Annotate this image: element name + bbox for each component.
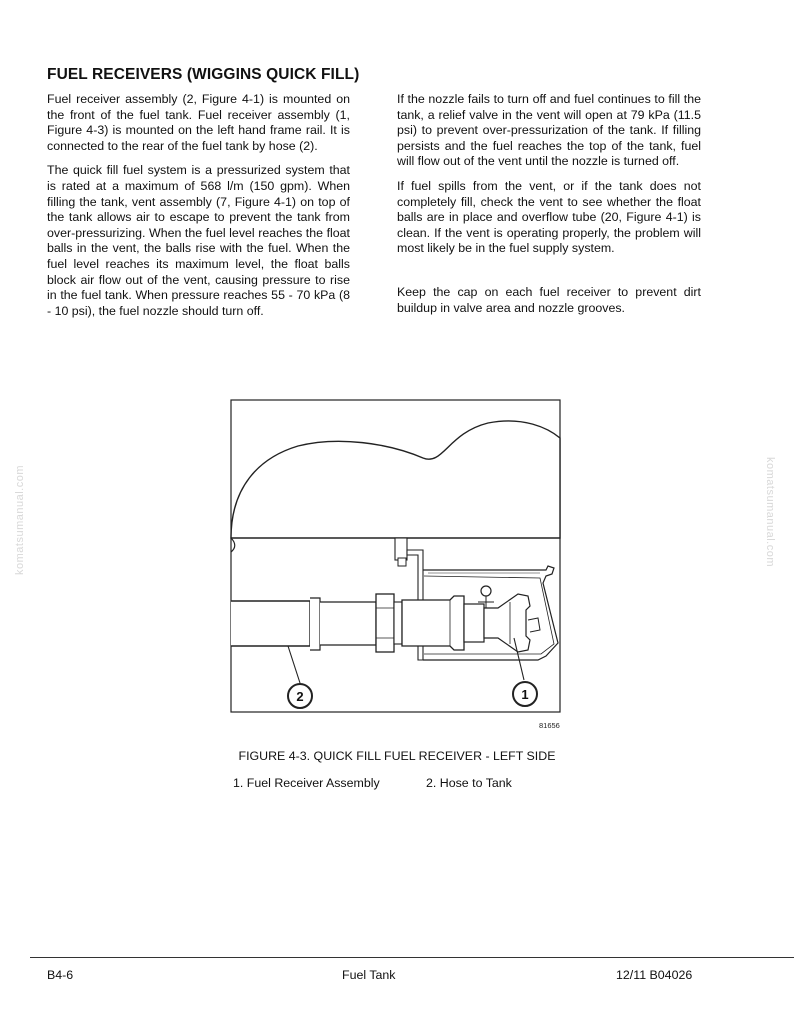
paragraph: The quick fill fuel system is a pressurized system that is rated at a maximum of 568 l/m (150 gpm). When filling the tank, vent assembly (7, Figure 4-1) on top of the tank allows air to escape to prevent the tank from over-pressurizing. When the fuel level reaches the float balls in the vent, the balls rise with the fuel. When the fuel level reaches its maximum level, the float balls block air flow out of the vent, causing pressure to rise in the fuel tank. When pressure reaches 55 - 70 kPa (8 - 10 psi), the fuel nozzle should turn off. xyxy=(47,163,350,318)
receiver-body xyxy=(402,596,464,650)
footer-rule xyxy=(30,957,794,958)
paragraph: If fuel spills from the vent, or if the tank does not completely fill, check the vent to see whether the float balls are in place and overflow tube (20, Figure 4-1) is clean. If the vent is operating properly, the problem will most likely be in the fuel supply system. xyxy=(397,178,701,256)
right-column xyxy=(397,92,701,325)
footer-section: Fuel Tank xyxy=(342,968,396,982)
hex-nut xyxy=(376,594,394,652)
watermark-right: komatsumanual.com xyxy=(764,457,776,567)
watermark-left: komatsumanual.com xyxy=(14,465,26,575)
fuel-tank xyxy=(231,421,560,538)
fuel-receiver-illustration xyxy=(228,398,563,718)
legend-item: 1. Fuel Receiver Assembly xyxy=(233,776,380,790)
callout-1-label: 1 xyxy=(521,687,529,702)
paragraph: Fuel receiver assembly (2, Figure 4-1) is mounted on the front of the fuel tank. Fuel receiver assembly (1, Figure 4-3) is mounted on the left hand frame rail. It is connected to the rear of the fuel tank by hose (2). xyxy=(47,92,350,153)
figure-caption: FIGURE 4-3. QUICK FILL FUEL RECEIVER - LEFT SIDE xyxy=(238,749,556,763)
hose xyxy=(231,601,310,646)
cap-ring xyxy=(481,586,491,596)
legend-item: 2. Hose to Tank xyxy=(426,776,512,790)
footer-page-number: B4-6 xyxy=(47,968,74,982)
receiver-nozzle xyxy=(484,594,530,652)
paragraph: If the nozzle fails to turn off and fuel continues to fill the tank, a relief valve in the vent will open at 79 kPa (11.5 psi) to prevent over-pressurization of the tank. If filling persists and the fuel reaches the top of the tank, fuel will flow out of the vent until the nozzle is turned off. xyxy=(397,92,701,169)
figure-number: 81656 xyxy=(539,721,560,730)
section-title: FUEL RECEIVERS (WIGGINS QUICK FILL) xyxy=(47,66,360,83)
callout-2-label: 2 xyxy=(296,689,304,704)
mounting-bracket xyxy=(395,538,407,560)
left-column xyxy=(47,92,350,328)
footer-doc-code: 12/11 B04026 xyxy=(616,968,693,982)
paragraph: Keep the cap on each fuel receiver to prevent dirt buildup in valve area and nozzle grooves. xyxy=(397,284,701,315)
